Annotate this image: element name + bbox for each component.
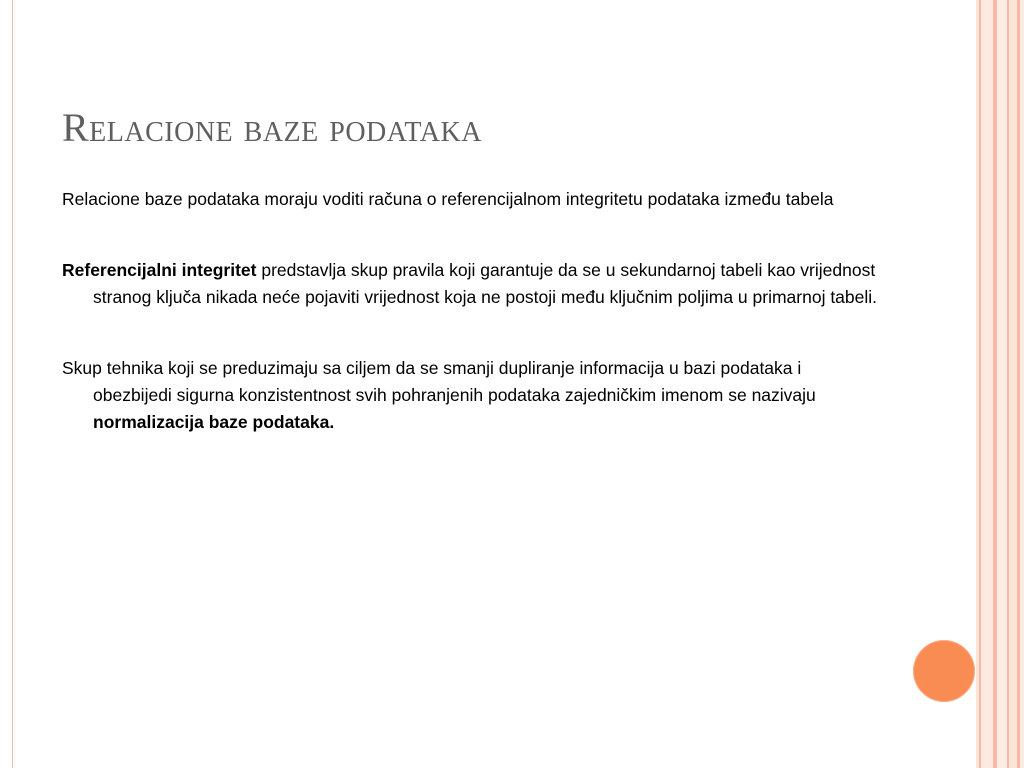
paragraph-3-bold-tail: normalizacija baze podataka. — [93, 412, 335, 432]
paragraph-3 — [62, 355, 882, 436]
frame-line — [12, 0, 13, 768]
stripe — [1009, 0, 1017, 768]
paragraph-2 — [62, 257, 882, 311]
slide-title: Relacione baze podataka — [62, 105, 482, 150]
stripe — [997, 0, 1007, 768]
paragraph-3-text: Skup tehnika koji se preduzimaju sa ciljem da se smanji dupliranje informacija u bazi podataka i obezbijedi sigurna konzistentnost svih pohranjenih podataka zajedničkim imenom se nazivaju — [62, 358, 816, 405]
paragraph-2-text: predstavlja skup pravila koji garantuje da se u sekundarnoj tabeli kao vrijednost stranog ključa nikada neće pojaviti vrijednost koja ne postoji među ključnim poljima u primarnoj tabeli. — [93, 260, 878, 307]
stripe — [981, 0, 993, 768]
stripe — [1020, 0, 1024, 768]
paragraph-2-bold-lead: Referencijalni integritet — [62, 260, 257, 280]
decorative-stripes — [976, 0, 1024, 768]
paragraph-1 — [62, 186, 882, 213]
slide-body — [62, 186, 882, 480]
orange-circle-decoration — [913, 640, 975, 702]
paragraph-1-text: Relacione baze podataka moraju voditi računa o referencijalnom integritetu podataka između tabela — [62, 189, 834, 209]
